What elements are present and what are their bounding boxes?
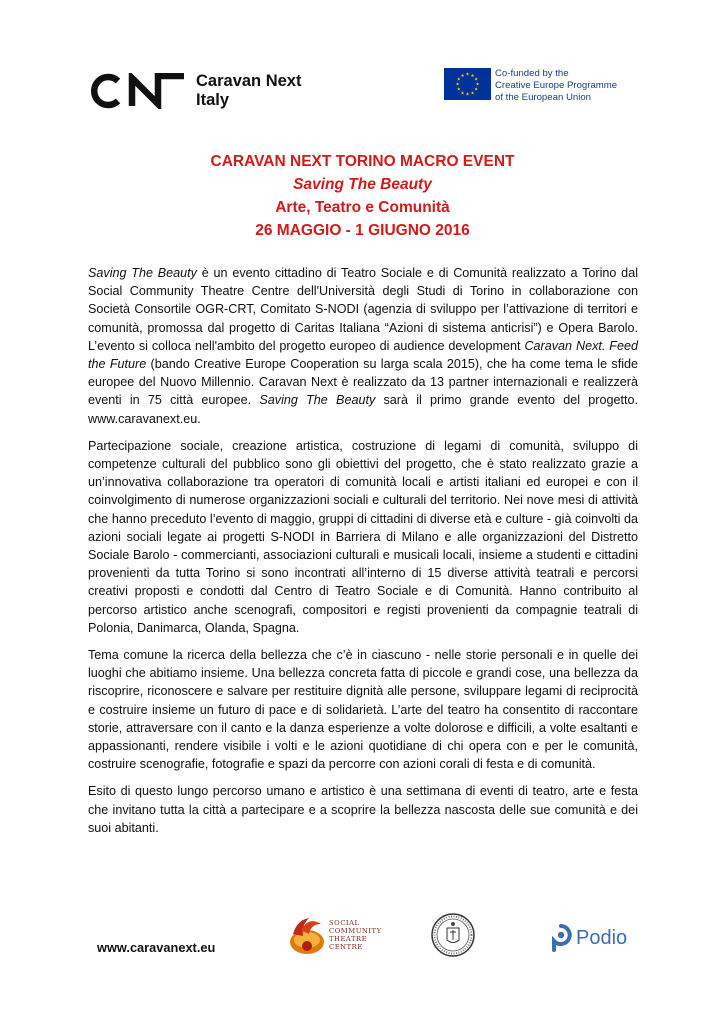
p1-emphasis-3: Saving The Beauty — [259, 393, 376, 408]
p1-emphasis-1: Saving The Beauty — [88, 266, 197, 280]
university-seal-icon — [430, 912, 476, 958]
title-dates: 26 MAGGIO - 1 GIUGNO 2016 — [255, 222, 470, 239]
paragraph-3: Tema comune la ricerca della bellezza che c’è in ciascuno - nelle storie personali e in quelle dei luoghi che abitiamo insieme. Una bellezza concreta fatta di piccole e grandi cose, una bellezza da riscoprire, riconoscere e salvare per restituire dignità alle persone, sviluppare legami di reciprocità e costruire insieme un futuro di pace e di solidarietà. L’arte del teatro ha consentito di raccontare storie, attraversare con il canto e la danza esperienze a volte dolorose e difficili, a volte esaltanti e appassionanti, rendere visibile i volti e le azioni quotidiane di chi opera con e per le comunità, costruire scenografie, fotografie e spazi da percorre con azioni corali di festa e di comunità. — [88, 648, 638, 772]
eu-star: ★ — [460, 90, 465, 96]
eu-line-1: Co-funded by the — [495, 68, 569, 79]
eu-star: ★ — [474, 76, 479, 82]
paragraph-4: Esito di questo lungo percorso umano e artistico è una settimana di eventi di teatro, arte e festa che invitano tutta la città a partecipare e a scoprire la bellezza nascosta delle sue comunità e dei suoi abitanti. — [88, 784, 638, 835]
eu-star: ★ — [470, 90, 475, 96]
title-event: CARAVAN NEXT TORINO MACRO EVENT — [210, 153, 515, 170]
eu-line-2: Creative Europe Programme — [495, 80, 618, 91]
caravan-next-logo-icon — [88, 73, 184, 109]
eu-star: ★ — [456, 86, 461, 92]
podio-wordmark: Podio — [576, 926, 628, 949]
sct-line-2: COMMUNITY — [329, 927, 382, 935]
body-text — [88, 264, 638, 846]
brand-line-1: Caravan Next — [196, 72, 302, 90]
eu-star: ★ — [470, 72, 475, 78]
p1-text-1: è un evento cittadino di Teatro Sociale e di Comunità realizzato a Torino dal Social Community Theatre Centre dell'Università degli Studi di Torino in collaborazione con Società Consortile OGR-CRT, Comitato S-NODI (agenzia di sviluppo per l’attivazione di territori e comunità, promossa dal progetto di Caritas Italiana “Azioni di sistema anticrisi”) e Opera Barolo. L’evento si colloca nell'ambito del progetto europeo di audience development — [88, 266, 638, 353]
paragraph-2: Partecipazione sociale, creazione artistica, costruzione di legami di comunità, sviluppo di competenze culturali del pubblico sono gli obiettivi del progetto, che è stato realizzato grazie a un’innovativa collaborazione tra operatori di comunità locali e artisti italiani ed europei e con il coinvolgimento di numerose organizzazioni sociali e culturali del territorio. Nei nove mesi di attività che hanno preceduto l’evento di maggio, gruppi di cittadini di diverse età e culture - già coinvolti da azioni sociali legate ai progetti S-NODI in Barriera di Milano e alle organizzazioni del Distretto Sociale Barolo - commercianti, associazioni culturali e musicali locali, insieme a studenti e cittadini provenienti da tutta Torino si sono incontrati all’interno di 15 diverse attività teatrali e percorsi creativi proposti e condotti dal Centro di Teatro Sociale e di Comunità. Hanno contribuito al percorso artistico anche scenografi, compositori e registi provenienti da compagnie teatrali di Polonia, Danimarca, Olanda, Spagna. — [88, 438, 638, 635]
p1-text-3: sarà il primo grande evento del progetto. www.caravanext.eu. — [88, 393, 638, 426]
brand-line-2: Italy — [196, 91, 230, 109]
eu-cofunding-block — [444, 68, 617, 104]
title-theme: Arte, Teatro e Comunità — [275, 199, 450, 216]
p1-emphasis-2: Caravan Next. Feed the Future — [88, 338, 638, 372]
social-community-theatre-logo — [287, 912, 382, 958]
p1-text-2: (bando Creative Europe Cooperation su larga scala 2015), che ha come tema le sfide europee del Nuovo Millennio. Caravan Next è realizzato da 13 partner internazionali e realizzerà eventi in 75 città europee. — [88, 357, 638, 408]
eu-flag-icon — [444, 68, 491, 100]
sct-line-3: THEATRE — [329, 935, 368, 943]
title-block — [0, 150, 725, 242]
sct-line-1: SOCIAL — [329, 919, 360, 927]
podio-logo-icon — [550, 924, 572, 952]
title-subtitle: Saving The Beauty — [293, 176, 432, 193]
eu-star: ★ — [475, 81, 480, 87]
eu-star: ★ — [465, 91, 470, 97]
social-community-theatre-text — [329, 919, 382, 951]
sct-line-4: CENTRE — [329, 943, 363, 951]
paragraph-1 — [88, 264, 638, 428]
eu-line-3: of the European Union — [495, 92, 592, 103]
eu-cofunding-text — [495, 68, 617, 104]
eu-star: ★ — [474, 86, 479, 92]
social-community-theatre-logo-icon — [287, 912, 325, 958]
podio-logo — [550, 924, 627, 952]
eu-star: ★ — [455, 81, 460, 87]
caravan-next-brand-text — [196, 72, 301, 110]
eu-star: ★ — [456, 76, 461, 82]
caravan-next-logo — [88, 72, 301, 110]
eu-star: ★ — [465, 71, 470, 77]
eu-star: ★ — [460, 72, 465, 78]
footer-url: www.caravanext.eu — [97, 940, 216, 955]
